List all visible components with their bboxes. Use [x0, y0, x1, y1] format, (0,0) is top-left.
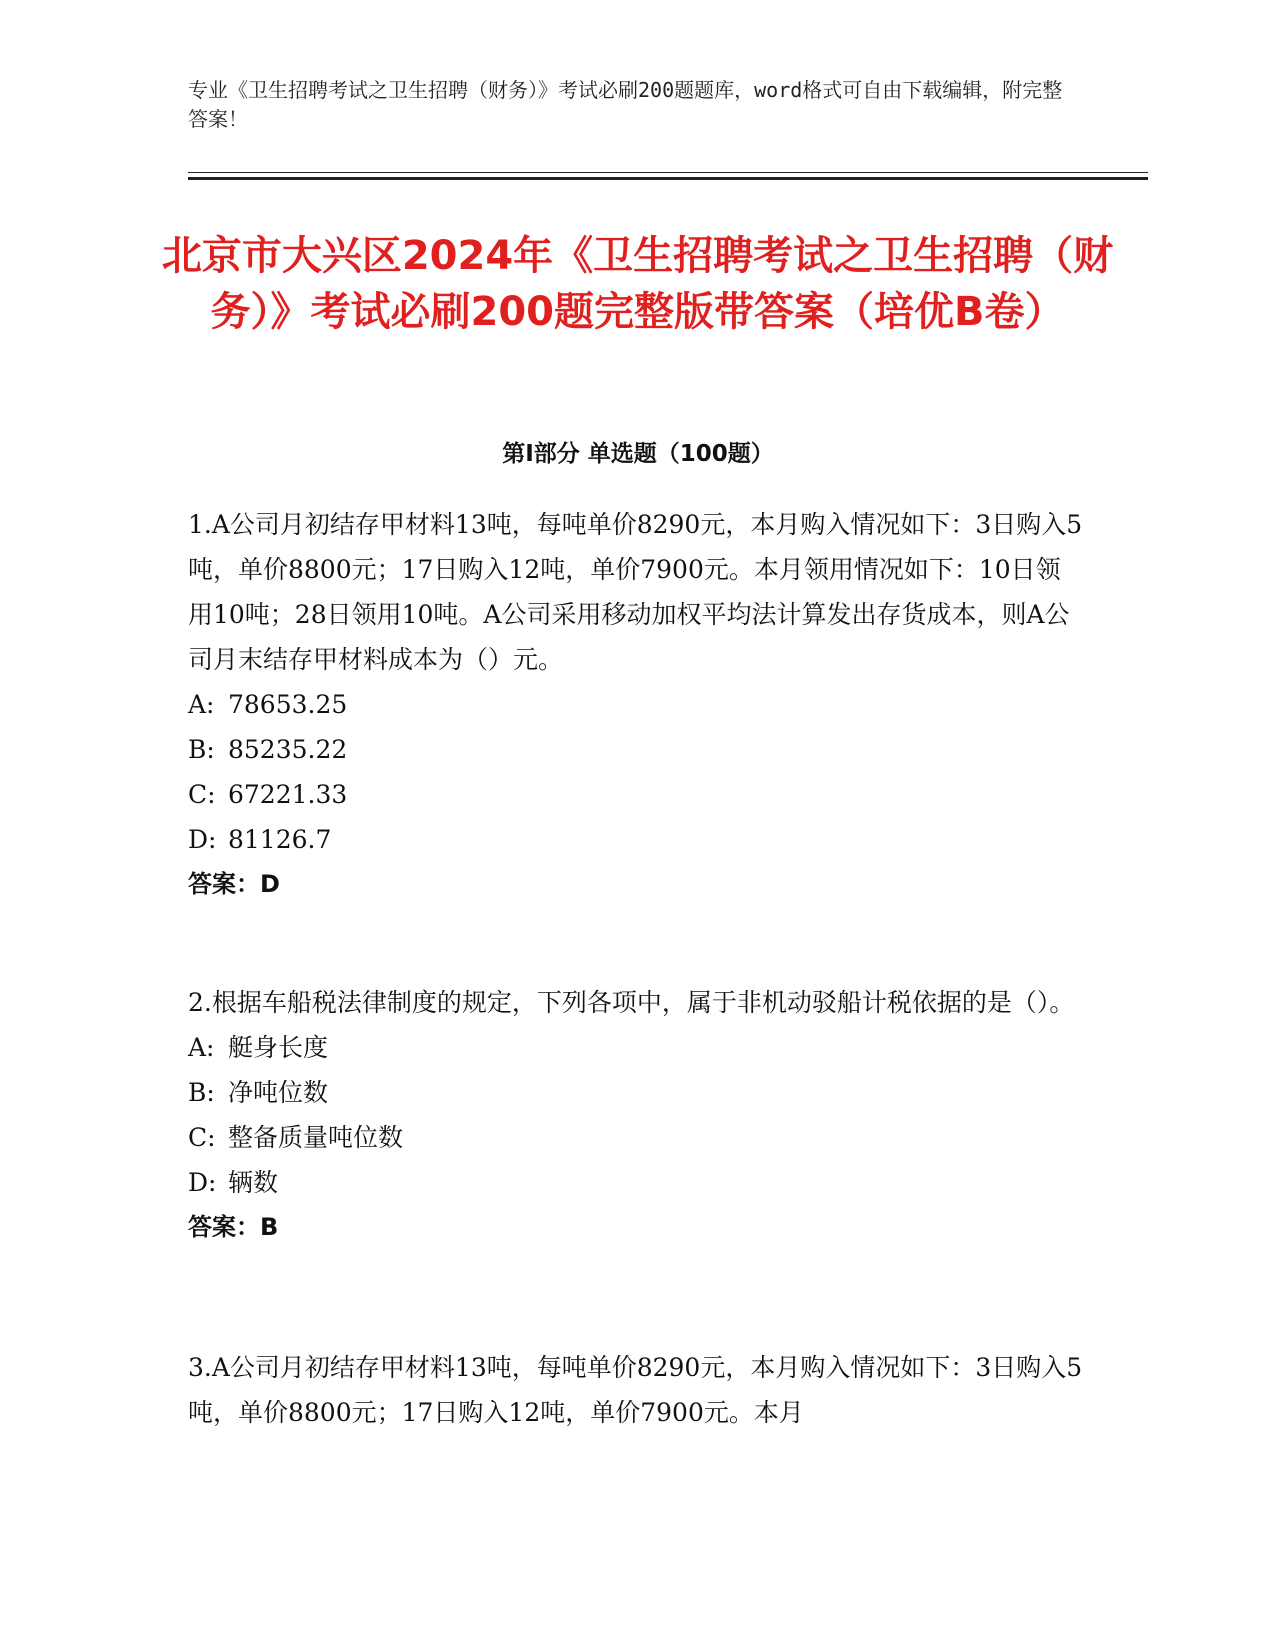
option-text: 辆数	[228, 1168, 279, 1197]
question-stem: 1.A公司月初结存甲材料13吨，每吨单价8290元，本月购入情况如下：3日购入5吨，单价8800元；17日购入12吨，单价7900元。本月领用情况如下：10日领用10吨；28日领用10吨。A公司采用移动加权平均法计算发出存货成本，则A公司月末结存甲材料成本为（）元。	[188, 510, 1083, 674]
option-d	[188, 1160, 1083, 1205]
option-letter: B:	[188, 1078, 215, 1107]
document-title: 北京市大兴区2024年《卫生招聘考试之卫生招聘（财务）》考试必刷200题完整版带答案（培优B卷）	[161, 233, 1114, 335]
option-a	[188, 682, 1083, 727]
option-text: 整备质量吨位数	[228, 1123, 404, 1152]
option-c	[188, 772, 1083, 817]
option-text: 78653.25	[228, 690, 348, 719]
question-2	[188, 980, 1083, 1250]
header-note: 专业《卫生招聘考试之卫生招聘（财务）》考试必刷200题题库，word格式可自由下载编辑，附完整答案！	[188, 78, 1063, 131]
option-text: 67221.33	[228, 780, 348, 809]
question-3	[188, 1345, 1083, 1435]
option-letter: B:	[188, 735, 215, 764]
answer-line: 答案：B	[188, 1213, 279, 1241]
option-c	[188, 1115, 1083, 1160]
option-letter: D:	[188, 1168, 217, 1197]
header-divider-thin	[188, 172, 1148, 173]
section-title: 第Ⅰ部分 单选题（100题）	[502, 441, 774, 467]
option-letter: A:	[188, 1033, 215, 1062]
option-b	[188, 727, 1083, 772]
option-a	[188, 1025, 1083, 1070]
answer-line: 答案：D	[188, 870, 280, 898]
option-letter: A:	[188, 690, 215, 719]
option-text: 净吨位数	[228, 1078, 329, 1107]
header-divider-thick	[188, 177, 1148, 180]
option-text: 81126.7	[228, 825, 332, 854]
question-stem: 3.A公司月初结存甲材料13吨，每吨单价8290元，本月购入情况如下：3日购入5吨，单价8800元；17日购入12吨，单价7900元。本月	[188, 1353, 1083, 1427]
question-1	[188, 502, 1083, 907]
option-letter: D:	[188, 825, 217, 854]
option-text: 艇身长度	[228, 1033, 329, 1062]
option-d	[188, 817, 1083, 862]
option-letter: C:	[188, 780, 216, 809]
option-letter: C:	[188, 1123, 216, 1152]
option-b	[188, 1070, 1083, 1115]
option-text: 85235.22	[228, 735, 348, 764]
question-stem: 2.根据车船税法律制度的规定，下列各项中，属于非机动驳船计税依据的是（）。	[188, 988, 1075, 1017]
